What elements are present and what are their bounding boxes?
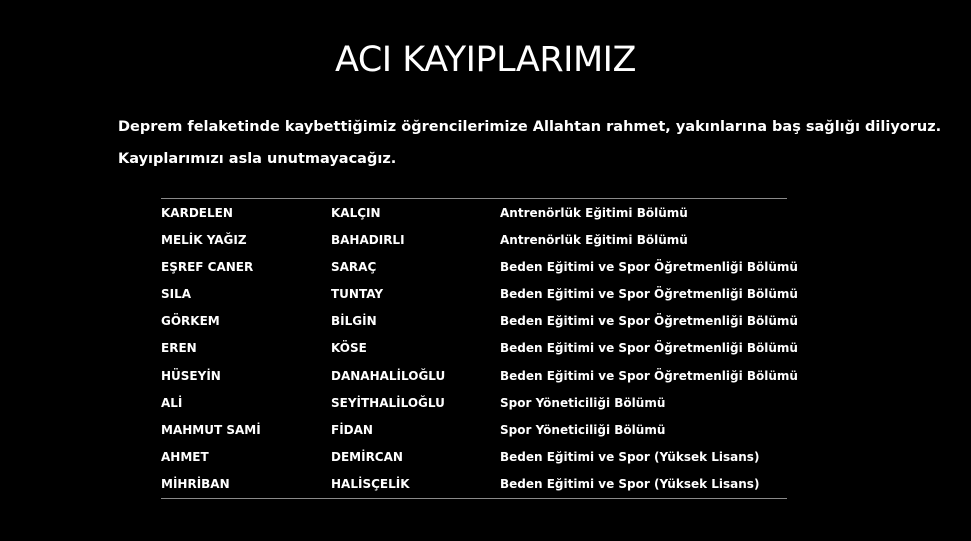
- department-cell: Antrenörlük Eğitimi Bölümü: [500, 233, 688, 248]
- last-name-cell: SEYİTHALİLOĞLU: [331, 395, 445, 410]
- table-row: [161, 362, 787, 389]
- first-name-cell: MAHMUT SAMİ: [161, 422, 261, 437]
- first-name-cell: ALİ: [161, 395, 183, 410]
- slide-title: ACI KAYIPLARIMIZ: [335, 40, 636, 80]
- department-cell: Beden Eğitimi ve Spor Öğretmenliği Bölümü: [500, 368, 798, 383]
- last-name-cell: DANAHALİLOĞLU: [331, 368, 446, 383]
- first-name-cell: KARDELEN: [161, 205, 233, 220]
- department-cell: Beden Eğitimi ve Spor (Yüksek Lisans): [500, 449, 760, 464]
- first-name-cell: MİHRİBAN: [161, 476, 230, 491]
- table-row: [161, 254, 787, 281]
- table-row: [161, 308, 787, 335]
- table-row: [161, 390, 787, 417]
- department-cell: Beden Eğitimi ve Spor Öğretmenliği Bölümü: [500, 287, 798, 302]
- table-row: [161, 227, 787, 254]
- last-name-cell: BİLGİN: [331, 314, 377, 329]
- table-row: [161, 281, 787, 308]
- first-name-cell: EŞREF CANER: [161, 260, 254, 275]
- table-row: [161, 199, 787, 227]
- students-table-grid: [161, 199, 798, 498]
- table-row: [161, 471, 787, 498]
- last-name-cell: BAHADIRLI: [331, 233, 405, 248]
- last-name-cell: HALİSÇELİK: [331, 476, 410, 491]
- remembrance-message: Kayıplarımızı asla unutmayacağız.: [118, 151, 397, 167]
- table-row: [161, 444, 787, 471]
- first-name-cell: MELİK YAĞIZ: [161, 233, 247, 248]
- condolence-message: Deprem felaketinde kaybettiğimiz öğrencilerimize Allahtan rahmet, yakınlarına baş sağlığı diliyoruz.: [118, 119, 942, 135]
- last-name-cell: SARAÇ: [331, 260, 377, 275]
- first-name-cell: SILA: [161, 287, 192, 302]
- department-cell: Beden Eğitimi ve Spor (Yüksek Lisans): [500, 476, 760, 491]
- department-cell: Beden Eğitimi ve Spor Öğretmenliği Bölümü: [500, 260, 798, 275]
- last-name-cell: KALÇIN: [331, 205, 381, 220]
- last-name-cell: FİDAN: [331, 422, 373, 437]
- last-name-cell: DEMİRCAN: [331, 449, 403, 464]
- last-name-cell: TUNTAY: [331, 287, 384, 302]
- first-name-cell: AHMET: [161, 449, 209, 464]
- department-cell: Spor Yöneticiliği Bölümü: [500, 395, 666, 410]
- last-name-cell: KÖSE: [331, 341, 367, 356]
- first-name-cell: EREN: [161, 341, 197, 356]
- department-cell: Beden Eğitimi ve Spor Öğretmenliği Bölümü: [500, 341, 798, 356]
- department-cell: Spor Yöneticiliği Bölümü: [500, 422, 666, 437]
- first-name-cell: GÖRKEM: [161, 314, 220, 329]
- table-row: [161, 417, 787, 444]
- table-row: [161, 335, 787, 362]
- department-cell: Beden Eğitimi ve Spor Öğretmenliği Bölümü: [500, 314, 798, 329]
- first-name-cell: HÜSEYİN: [161, 368, 221, 383]
- students-table: [161, 198, 798, 499]
- department-cell: Antrenörlük Eğitimi Bölümü: [500, 205, 688, 220]
